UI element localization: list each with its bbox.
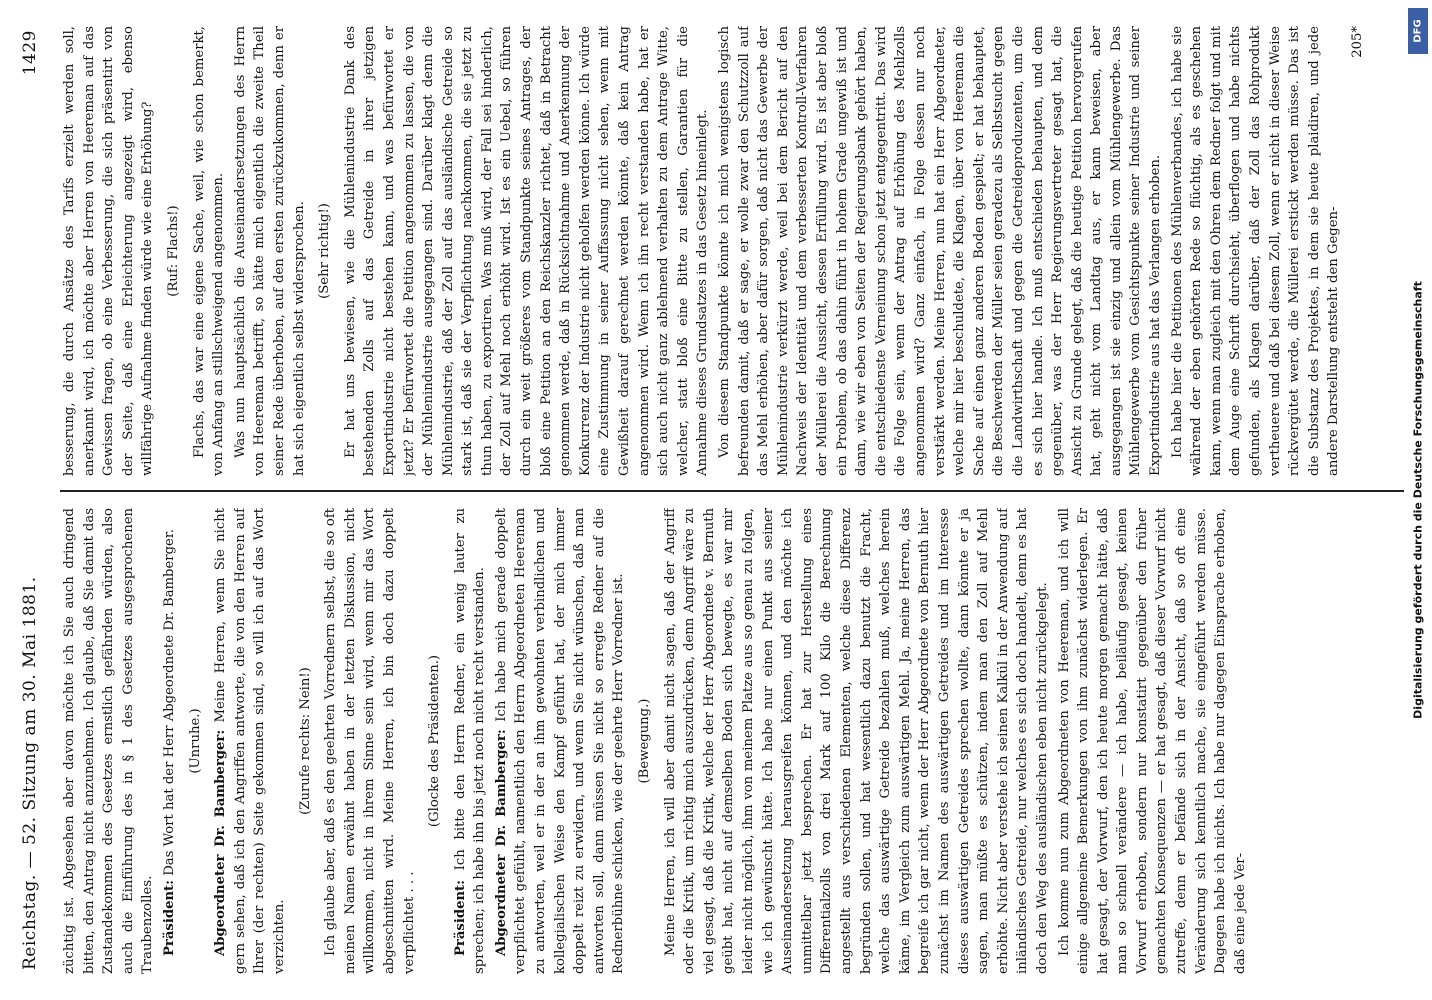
body-paragraph: züchtig ist. Abgesehen aber davon möchte ich Sie auch dringend bitten, den Antrag nicht anzunehmen. Ich glaube, daß Sie damit das Zustandekommen des Gesetzes ernstlich gefährden würden, also auch die Einführung des in § 1 des Gesetzes ausgesprochenen Traubenzolles. <box>62 508 156 974</box>
body-paragraph: Ich habe hier die Petitionen des Mühlenverbandes, ich habe sie während der eben gehörten Rede so flüchtig, als es geschehen kann, wenn man zugleich mit den Ohren dem Redner folgt und mit dem Auge eine Schrift durchsieht, überflogen und habe nichts gefunden, als Klagen darüber, daß der Zoll das Rohprodukt vertheuere und daß bei diesem Zoll, wenn er nicht in dieser Weise rückvergütet werde, die Müllerei erstickt werden müsse. Das ist die Substanz des Projektes, in dem sie heute plaidiren, und jede andere Darstellung entsteht den Gegen- <box>1169 26 1342 476</box>
stage-direction: (Bewegung.) <box>637 698 653 784</box>
stage-direction: (Glocke des Präsidenten.) <box>427 654 443 828</box>
page-header <box>14 30 58 970</box>
speaker-label: Präsident: <box>161 879 177 956</box>
body-paragraph: Ich glaube aber, daß es den geehrten Vorrednern selbst, die so oft meinen Namen erwähnt haben in der letzten Diskussion, nicht willkommen, nicht in ihrem Sinne sein wird, wenn mir das Wort abgeschnitten wird. Meine Herren, ich bin doch dazu doppelt verpflichtet . . . <box>323 508 417 974</box>
body-paragraph: Meine Herren, ich will aber damit nicht sagen, daß der Angriff oder die Kritik, um richtig mich auszudrücken, denn Angriff wäre zu viel gesagt, daß die Kritik, welche der Herr Abgeordnete v. Bernuth geübt hat, nicht auf demselben Boden sich bewegte, es war mir leider nicht möglich, ihm von meinem Platze aus so genau zu folgen, wie ich gewünscht hätte. Ich habe nur einen Punkt aus seiner Auseinandersetzung herausgreifen können, und den möchte ich unmittelbar jetzt besprechen. Er hat zur Herstellung eines Differentialzolls von drei Mark auf 100 Kilo die Berechnung angestellt aus verschiedenen Elementen, welche diese Differenz begründen sollen, und hat wesentlich dazu benutzt die Fracht, welche das auswärtige Getreide bezahlen muß, welches herein käme, im Vergleich zum auswärtigen Mehl. Ja, meine Herren, das begreife ich gar nicht, wenn der Herr Abgeordnete von Bernuth hier zunächst im Namen des auswärtigen Getreides und im Interesse dieses auswärtigen Getreides sprechen wollte, dann könnte er ja sagen, man müßte es schützen, indem man den Zoll auf Mehl erhöhte. Nicht aber verstehe ich seinen Kalkül in der Anwendung auf inländisches Getreide, nur welches es sich doch handelt, denn es hat doch den Weg des ausländischen eben nicht zurückgelegt. <box>662 508 1050 974</box>
speech-text: Meine Herren, wenn Sie nicht gern sehen, daß ich den Angriffen antworte, die von den Herren auf Ihrer (der rechten) Seite gekommen sind, so will ich auf das Wort verzichten. <box>213 508 287 974</box>
running-head: Reichstag. — 52. Sitzung am 30. Mai 1881. <box>20 576 40 970</box>
dfg-logo-text: DFG <box>1412 19 1424 43</box>
stage-direction: (Ruf: Flachs!) <box>165 205 181 297</box>
speech-text: Ich habe mich gerade doppelt verpflichtet gefühlt, namentlich den Herrn Abgeordneten Heereman zu antworten, weil er in der an ihm gewohnten verbindlichen und kollegialischen Weise den Kampf geführt hat, der mich immer doppelt reizt zu erwidern, und wenn Sie nicht wünschen, daß man antworten soll, dann müssen Sie nicht so erregte Redner auf die Rednerbühne schicken, wie der geehrte Herr Vorredner ist. <box>493 508 627 974</box>
speech-text: Ich bitte den Herrn Redner, ein wenig lauter zu sprechen; ich habe ihn bis jetzt noch nicht recht verstanden. <box>452 508 488 974</box>
speaker-label: Abgeordneter Dr. Bamberger: <box>493 729 509 956</box>
body-paragraph: Was nun hauptsächlich die Auseinandersetzungen des Herrn von Heereman betrifft, so hätte mich eigentlich die zweite Theil seiner Rede überhoben, auf den ersten zurückzukommen, denn er hat sich eigentlich selbst widersprochen. <box>232 26 307 476</box>
speech-paragraph <box>160 508 180 974</box>
stage-direction: (Zurufe rechts: Nein!) <box>297 667 313 815</box>
digitization-note <box>1404 0 1432 1000</box>
speech-text: Das Wort hat der Herr Abgeordnete Dr. Bamberger. <box>161 529 177 876</box>
stage-direction: (Unruhe.) <box>187 708 203 774</box>
speech-paragraph <box>451 508 490 974</box>
right-column <box>60 26 1412 476</box>
page-number: 1429 <box>20 30 40 76</box>
body-paragraph: Er hat uns bewiesen, wie die Mühlenindustrie Dank des bestehenden Zolls auf das Getreide in ihrer jetzigen Exportindustrie nicht bestehen kann, und was befürwortet er jetzt? Er befürwortet die Petition angenommen zu lassen, die von der Mühlenindustrie ausgegangen sind. Darüber klagt denn die Mühlenindustrie, daß der Zoll auf das ausländische Getreide so stark ist, daß sie der Verpflichtung nachkommen, die sie jetzt zu thun haben, zu exportiren. Was muß wird, der Fall sei hinderlich, der Zoll auf Mehl noch erhöht wird. Ist es ein Uebel, so führen durch ein weit größeres vom Standpunkte seines Antrages, der bloß eine Petition an den Reichskanzler richtet, daß in Betracht genommen werde, daß in Rücksichtnahme und Anerkennung der Konkurrenz der Industrie nicht geholfen werden könne. Ich würde eine Zustimmung in seiner Auffassung nicht sehen, wenn mit Gewißheit darauf gerechnet werden könnte, daß kein Antrag angenommen wird. Wenn ich ihn recht verstanden habe, hat er sich auch nicht ganz ablehnend verhalten zu dem Antrage Witte, welcher, statt bloß eine Bitte zu stellen, Garantien für die Annahme dieses Grundsatzes in das Gesetz hineinlegt. <box>342 26 711 476</box>
left-column <box>60 508 1412 974</box>
stage-direction: (Sehr richtig!) <box>317 203 333 299</box>
column-divider <box>60 490 1412 492</box>
speaker-label: Abgeordneter Dr. Bamberger: <box>213 729 229 956</box>
digitization-note-text: Digitalisierung gefördert durch die Deutsche Forschungsgemeinschaft <box>1411 281 1425 719</box>
body-paragraph: Flachs, das war eine eigene Sache, weil, wie schon bemerkt, von Anfang an stillschweigend angenommen. <box>191 26 227 476</box>
body-paragraph: Ich komme nun zum Abgeordneten von Heereman, und ich will einige allgemeine Bemerkungen von ihm zunächst widerlegen. Er hat gesagt, der Vorwurf, den ich heute morgen gemacht hätte, daß man so schnell verändere — ich habe, beiläufig gesagt, keinen Vorwurf erhoben, sondern nur konstatirt gegenüber den früher gemachten Konsequenzen — er hat gesagt, daß dieser Vorwurf nicht zutreffe, denn er befände sich in der Ansicht, daß so oft eine Veränderung sich kenntlich mache, sie eingeführt werden müsse. Dagegen habe ich nichts. Ich habe nur dagegen Einsprache erhoben, daß eine jede Ver- <box>1056 508 1248 974</box>
speech-paragraph <box>492 508 629 974</box>
speech-paragraph <box>211 508 289 974</box>
signature-mark: 205* <box>1350 26 1365 58</box>
body-paragraph: Von diesem Standpunkte könnte ich mich wenigstens logisch befreunden damit, daß er sage, er wolle zwar den Schutzzoll auf das Mehl erhöhen, aber dafür sorgen, daß nicht das Gewerbe der Mühlenindustrie verkürzt werde, weil bei dem Bericht auf den Nachweis der Identität und dem verbesserten Kontroll-Verfahren der Müllerei die Aussicht, dessen Erfüllung wird. Es ist aber bloß ein Problem, ob das dahin führt in hohem Grade ungewiß ist und dann, wie wir eben von Seiten der Regierungsbank gehört haben, die entschiedenste Verneinung schon jetzt entgegentritt. Das wird die Folge sein, wenn der Antrag auf Erhöhung des Mehlzolls angenommen wird? Ganz einfach, in Folge dessen nur noch verstärkt werden. Meine Herren, nun hat ein Herr Abgeordneter, welche mir hier beschuldete, die Klagen, über von Heereman die Sache auf einen ganz anderen Boden gespielt; er hat behauptet, die Beschwerden der Müller seien geradezu als Selbstsucht gegen die Landwirthschaft und gegen die Getreideproduzenten, um die es sich hier handle. Ich muß entschieden behaupten, und dem gegenüber, was der Herr Regierungsvertreter gesagt hat, die Ansicht zu Grunde gelegt, daß die heutige Petition hervorgerufen hat, geht nicht vom Landtag aus, er kann beweisen, aber ausgegangen ist sie einzig und allein vom Mühlengewerbe. Das Mühlengewerbe vom Gesichtspunkte seiner Industrie und seiner Exportindustrie aus hat das Verlangen erhoben. <box>717 26 1164 476</box>
body-paragraph: besserung, die durch Ansätze des Tarifs erzielt werden soll, anerkannt wird, ich möchte aber Herren von Heereman auf das Gewissen fragen, ob eine Verbesserung, die sich präsentirt von der Seite, daß eine Erleichterung angezeigt wird, ebenso willfährige Aufnahme finden würde wie eine Erhöhung? <box>62 26 156 476</box>
dfg-logo <box>1408 8 1428 54</box>
speaker-label: Präsident: <box>452 879 468 956</box>
